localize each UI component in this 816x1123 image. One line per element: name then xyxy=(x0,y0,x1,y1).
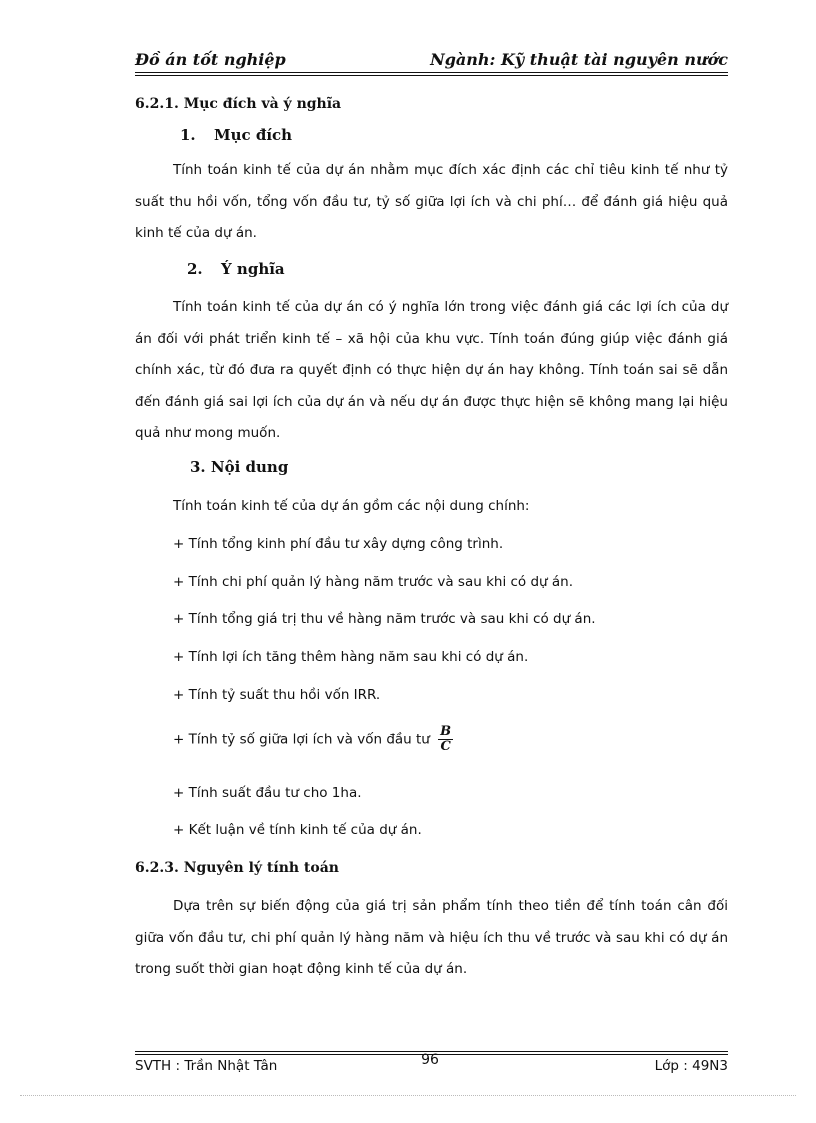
subheading-content: 3. Nội dung xyxy=(190,458,289,476)
list-item-with-fraction xyxy=(173,725,453,754)
page-number: 96 xyxy=(421,1052,439,1068)
footer-student: SVTH : Trần Nhật Tân xyxy=(135,1058,278,1074)
subheading-purpose xyxy=(180,126,292,144)
list-item: + Tính suất đầu tư cho 1ha. xyxy=(173,785,362,801)
list-item: + Tính tỷ suất thu hồi vốn IRR. xyxy=(173,687,381,703)
paragraph-purpose: Tính toán kinh tế của dự án nhằm mục đích xác định các chỉ tiêu kinh tế như tỷ suất thu hồi vốn, tổng vốn đầu tư, tỷ số giữa lợi ích và chi phí… để đánh giá hiệu quả kinh tế của dự án. xyxy=(135,162,728,241)
subheading-number: 2. xyxy=(187,260,203,278)
page-header xyxy=(135,50,728,69)
subheading-number: 1. xyxy=(180,126,196,144)
fraction-numerator: B xyxy=(440,724,452,739)
paragraph-meaning: Tính toán kinh tế của dự án có ý nghĩa lớn trong việc đánh giá các lợi ích của dự án đối với phát triển kinh tế – xã hội của khu vực. Tính toán đúng giúp việc đánh giá chính xác, từ đó đưa ra quyết định có thực hiện dự án hay không. Tính toán sai sẽ dẫn đến đánh giá sai lợi ích của dự án và nếu dự án được thực hiện sẽ không mang lại hiệu quả như mong muốn. xyxy=(135,299,728,441)
list-item: + Kết luận về tính kinh tế của dự án. xyxy=(173,822,422,838)
subheading-text: Ý nghĩa xyxy=(221,260,285,278)
header-rule-thick xyxy=(135,72,728,73)
section-heading-623: 6.2.3. Nguyên lý tính toán xyxy=(135,860,339,876)
header-left-title: Đồ án tốt nghiệp xyxy=(135,50,286,69)
list-item-text: + Tính tỷ số giữa lợi ích và vốn đầu tư xyxy=(173,731,430,748)
list-item: + Tính tổng kinh phí đầu tư xây dựng công trình. xyxy=(173,536,504,552)
list-item: + Tính lợi ích tăng thêm hàng năm sau khi có dự án. xyxy=(173,649,529,665)
subheading-meaning xyxy=(187,260,285,278)
section-heading-621: 6.2.1. Mục đích và ý nghĩa xyxy=(135,96,342,112)
page-bottom-edge xyxy=(20,1095,796,1096)
footer-class: Lớp : 49N3 xyxy=(654,1058,728,1074)
subheading-text: Mục đích xyxy=(214,126,293,144)
header-right-title: Ngành: Kỹ thuật tài nguyên nước xyxy=(430,50,728,69)
content-intro: Tính toán kinh tế của dự án gồm các nội dung chính: xyxy=(173,498,530,514)
list-item: + Tính tổng giá trị thu về hàng năm trước và sau khi có dự án. xyxy=(173,611,596,627)
header-rule-thin xyxy=(135,75,728,76)
fraction-b-over-c xyxy=(438,725,453,754)
paragraph-principle: Dựa trên sự biến động của giá trị sản phẩm tính theo tiền để tính toán cân đối giữa vốn đầu tư, chi phí quản lý hàng năm và hiệu ích thu về trước và sau khi có dự án trong suốt thời gian hoạt động kinh tế của dự án. xyxy=(135,898,728,977)
list-item: + Tính chi phí quản lý hàng năm trước và sau khi có dự án. xyxy=(173,574,573,590)
fraction-denominator: C xyxy=(440,739,451,754)
